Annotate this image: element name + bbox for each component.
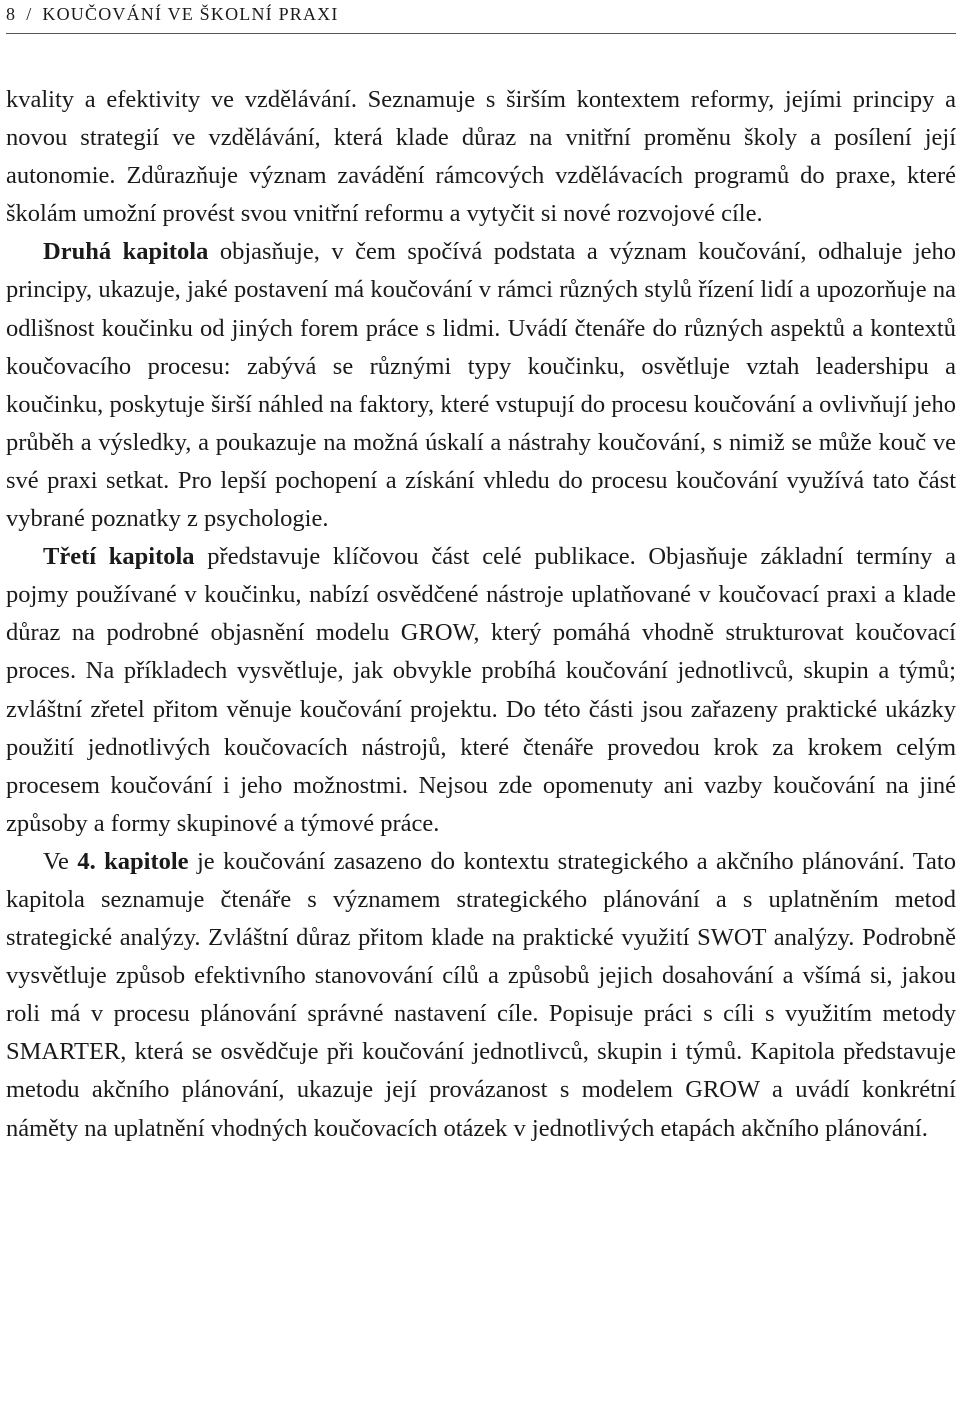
paragraph-text: představuje klíčovou část celé publikace. Objasňuje základní termíny a pojmy používané v koučinku, nabízí osvědčené nástroje uplatňované v koučovací praxi a klade důraz na podrobné objasnění modelu GROW, který pomáhá vhodně strukturovat koučovací proces. Na příkladech vysvětluje, jak obvykle probíhá koučování jednotlivců, skupin a týmů; zvláštní zřetel přitom věnuje koučování projektu. Do této části jsou zařazeny praktické ukázky použití jednotlivých koučovacích nástrojů, které čtenáře provedou krok za krokem celým procesem koučování i jeho možnostmi. Nejsou zde opomenuty ani vazby koučování na jiné způsoby a formy skupinové a týmové práce. <box>6 543 956 837</box>
running-title: KOUČOVÁNÍ VE ŠKOLNÍ PRAXI <box>42 4 339 24</box>
page-number: 8 <box>6 4 17 24</box>
paragraph-prefix: Ve <box>43 847 78 875</box>
chapter-reference: Třetí kapitola <box>43 543 195 571</box>
paragraph-text: kvality a efektivity ve vzdělávání. Seznamuje s širším kontextem reformy, jejími principy a novou strategií ve vzdělávání, která klade důraz na vnitřní proměnu školy a posílení její autonomie. Zdůrazňuje význam zavádění rámcových vzdělávacích programů do praxe, které školám umožní provést svou vnitřní reformu a vytyčit si nové rozvojové cíle. <box>6 86 956 228</box>
body-text <box>6 81 956 1148</box>
paragraph-text: je koučování zasazeno do kontextu strategického a akčního plánování. Tato kapitola seznamuje čtenáře s významem strategického plánování a s uplatněním metod strategické analýzy. Zvláštní důraz přitom klade na praktické využití SWOT analýzy. Podrobně vysvětluje způsob efektivního stanovování cílů a způsobů jejich dosahování a všímá si, jakou roli má v procesu plánování správné nastavení cíle. Popisuje práci s cíli s využitím metody SMARTER, která se osvědčuje při koučování jednotlivců, skupin i týmů. Kapitola představuje metodu akčního plánování, ukazuje její provázanost s modelem GROW a uvádí konkrétní náměty na uplatnění vhodných koučovacích otázek v jednotlivých etapách akčního plánování. <box>6 847 956 1142</box>
chapter-reference: Druhá kapitola <box>43 238 209 266</box>
paragraph-text: objasňuje, v čem spočívá podstata a význam koučování, odhaluje jeho principy, ukazuje, jaké postavení má koučování v rámci různých stylů řízení lidí a upozorňuje na odlišnost koučinku od jiných forem práce s lidmi. Uvádí čtenáře do různých aspektů a kontextů koučovacího procesu: zabývá se různými typy koučinku, osvětluje vztah leadershipu a koučinku, poskytuje širší náhled na faktory, které vstupují do procesu koučování a ovlivňují jeho průběh a výsledky, a poukazuje na možná úskalí a nástrahy koučování, s nimiž se může kouč ve své praxi setkat. Pro lepší pochopení a získání vhledu do procesu koučování využívá tato část vybrané poznatky z psychologie. <box>6 238 957 533</box>
document-page <box>6 0 956 1409</box>
chapter-reference: 4. kapitole <box>77 847 189 875</box>
paragraph-chapter-3 <box>6 538 956 843</box>
paragraph-chapter-4 <box>6 843 956 1148</box>
paragraph-intro-continued <box>6 81 956 233</box>
running-header <box>6 0 956 34</box>
header-separator: / <box>26 4 33 24</box>
paragraph-chapter-2 <box>6 233 956 538</box>
